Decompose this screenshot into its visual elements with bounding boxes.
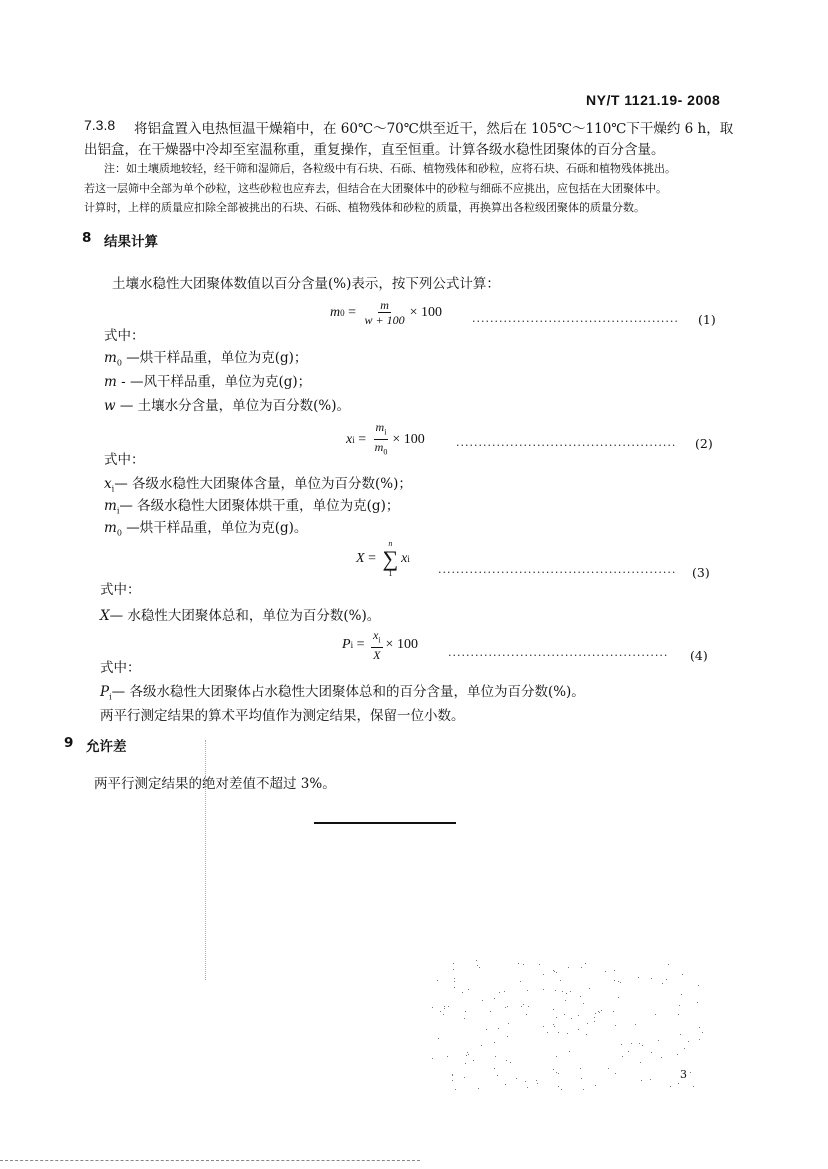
scan-speck (494, 1068, 495, 1069)
scan-speck (601, 1010, 602, 1011)
eq1-lhs: m (330, 304, 341, 320)
scan-speck (543, 989, 544, 990)
page-number: 3 (680, 1068, 687, 1081)
scan-speck (473, 1060, 474, 1061)
scan-speck (668, 964, 669, 965)
scan-speck (585, 963, 586, 964)
scan-speck (562, 991, 563, 992)
scan-speck (454, 987, 455, 988)
scan-speck (662, 983, 663, 984)
scan-speck (564, 1014, 565, 1015)
eq4-equals: = (353, 637, 368, 653)
scan-speck (498, 1028, 499, 1029)
scan-speck (678, 1014, 679, 1015)
scan-speck (490, 1011, 491, 1012)
scan-speck (666, 979, 667, 980)
scan-speck (523, 1004, 524, 1005)
scan-speck (556, 1017, 557, 1018)
scan-speck (525, 1081, 526, 1082)
scan-speck (518, 963, 519, 964)
scan-speck (594, 1021, 595, 1022)
scan-speck (553, 1009, 554, 1010)
scan-speck (462, 992, 463, 993)
scan-speck (560, 980, 561, 981)
scan-speck (504, 991, 505, 992)
clause-number: 7.3.8 (84, 117, 116, 133)
clause-text-line2: 出铝盒，在干燥器中冷却至室温称重，重复操作，直至恒重。计算各级水稳性团聚体的百分含量。 (84, 142, 665, 158)
scan-speck (556, 1056, 557, 1057)
eq1-number: (1) (698, 312, 716, 327)
def-symbol-sub: 0 (116, 358, 122, 368)
definition-Pi (100, 680, 585, 702)
scan-speck (580, 1068, 581, 1069)
eq4-number: (4) (690, 648, 708, 663)
scan-speck (618, 997, 619, 998)
scan-speck (539, 964, 540, 965)
scan-speck (598, 1011, 599, 1012)
equation-3 (356, 540, 410, 578)
scan-speck (527, 990, 528, 991)
scan-speck (690, 1072, 691, 1073)
scan-speck (507, 1036, 508, 1037)
scan-artifact-bottom-line (0, 1160, 420, 1161)
scan-speck (543, 1026, 544, 1027)
eq4-num-sym: x (372, 628, 379, 642)
scan-speck (452, 1075, 453, 1076)
scan-speck (464, 1077, 465, 1078)
scan-speck (642, 1045, 643, 1046)
def-symbol: m (104, 498, 117, 514)
scan-speck (565, 1000, 566, 1001)
def-text: —烘干样品重，单位为克(g)； (121, 350, 308, 366)
eq4-leader: ................................................. (448, 646, 669, 659)
eq2-numerator (374, 420, 389, 440)
scan-speck (681, 994, 682, 995)
scan-speck (468, 989, 469, 990)
scan-speck (581, 1078, 582, 1079)
end-rule (314, 822, 456, 824)
equation-2 (346, 420, 425, 460)
eq3-leader: ..................................................... (438, 563, 677, 576)
scan-speck (556, 972, 557, 973)
eq1-lhs-sub: 0 (340, 307, 345, 318)
sum-upper-limit: n (388, 539, 393, 548)
eq2-num-sub: i (384, 427, 387, 437)
scan-speck (468, 1054, 469, 1055)
eq4-tail: × 100 (385, 637, 418, 653)
scan-speck (486, 1029, 487, 1030)
def-symbol: w (104, 398, 116, 414)
scan-speck (699, 1039, 700, 1040)
section-9-text: 两平行测定结果的绝对差值不超过 3%。 (94, 776, 336, 792)
scan-speck (516, 1078, 517, 1079)
eq4-num-sub: i (378, 635, 381, 645)
scan-speck (520, 981, 521, 982)
def-symbol: m (104, 520, 117, 536)
scan-speck (614, 970, 615, 971)
scan-speck (440, 1011, 441, 1012)
scan-speck (553, 1024, 554, 1025)
scan-speck (679, 1005, 680, 1006)
scan-speck (698, 985, 699, 986)
eq4-lhs: P (342, 637, 351, 653)
scan-speck (699, 1027, 700, 1028)
scan-speck (608, 1068, 609, 1069)
scan-speck (495, 1056, 496, 1057)
scan-speck (448, 1006, 449, 1007)
scan-speck (558, 1086, 559, 1087)
scan-speck (651, 1052, 652, 1053)
eq4-fraction (371, 628, 383, 662)
scan-speck (583, 1003, 584, 1004)
scan-speck (621, 1044, 622, 1045)
scan-speck (571, 1018, 572, 1019)
scan-speck (697, 1002, 698, 1003)
scan-speck (567, 1033, 568, 1034)
scan-speck (578, 1029, 579, 1030)
definition-m0-2 (104, 516, 307, 538)
scan-speck (478, 1088, 479, 1089)
scan-speck (465, 1011, 466, 1012)
scan-speck (680, 1034, 681, 1035)
scan-speck (614, 980, 615, 981)
scan-speck (594, 1017, 595, 1018)
eq1-denominator: w + 100 (364, 313, 405, 327)
scan-speck (479, 967, 480, 968)
scan-speck (635, 1024, 636, 1025)
scan-speck (505, 1084, 506, 1085)
scan-speck (568, 967, 569, 968)
scan-speck (566, 993, 567, 994)
scan-speck (580, 996, 581, 997)
scan-speck (453, 969, 454, 970)
scan-speck (556, 1072, 557, 1073)
scan-speck (661, 1057, 662, 1058)
scan-speck (651, 978, 652, 979)
eq2-den-sym: m (374, 440, 384, 455)
scan-speck (452, 1080, 453, 1081)
where-label-4: 式中： (100, 660, 141, 676)
eq3-number: (3) (692, 565, 710, 580)
section-8-number: 8 (82, 230, 92, 246)
def-symbol-sub: 0 (116, 528, 122, 538)
scan-speck (505, 1007, 506, 1008)
scan-speck (454, 978, 455, 979)
scan-speck (583, 1089, 584, 1090)
scan-speck (620, 982, 621, 983)
def-symbol-sub: i (109, 692, 112, 702)
scan-speck (558, 1073, 559, 1074)
eq1-numerator: m (380, 298, 389, 312)
scan-speck (507, 1006, 508, 1007)
def-text: — 各级水稳性大团聚体占水稳性大团聚体总和的百分含量，单位为百分数(%)。 (111, 684, 585, 700)
scan-speck (537, 1083, 538, 1084)
scan-speck (543, 974, 544, 975)
scan-speck (547, 1032, 548, 1033)
scan-speck (595, 1085, 596, 1086)
scan-speck (622, 1056, 623, 1057)
scan-speck (432, 1007, 433, 1008)
scan-speck (477, 965, 478, 966)
scan-speck (499, 992, 500, 993)
eq1-leader: .............................................. (472, 312, 679, 325)
scan-speck (561, 1089, 562, 1090)
scan-speck (555, 990, 556, 991)
where-label-3: 式中： (100, 582, 141, 598)
eq1-tail: × 100 (409, 304, 443, 320)
scan-speck (639, 1043, 640, 1044)
clause-text-line1: 将铝盒置入电热恒温干燥箱中，在 60℃～70℃烘至近干，然后在 105℃～110℃下干燥约 6 h，取 (134, 121, 734, 137)
eq2-equals: = (354, 431, 370, 447)
scan-speck (465, 1063, 466, 1064)
def-symbol: m (104, 350, 117, 366)
eq2-fraction (373, 420, 390, 460)
eq2-tail: × 100 (392, 431, 425, 447)
scan-speck (447, 1056, 448, 1057)
scan-speck (569, 1051, 570, 1052)
scan-speck (589, 988, 590, 989)
scan-speck (615, 1025, 616, 1026)
scan-speck (678, 1083, 679, 1084)
scan-speck (650, 1079, 651, 1080)
scan-speck (482, 1000, 483, 1001)
scan-speck (528, 1006, 529, 1007)
def-text: - —风干样品重，单位为克(g)； (116, 374, 312, 390)
scan-speck (702, 1032, 703, 1033)
scan-speck (437, 980, 438, 981)
scan-artifact-vertical (205, 740, 206, 980)
scan-speck (467, 1052, 468, 1053)
def-symbol: X (100, 608, 110, 624)
eq2-num-sym: m (375, 420, 385, 434)
eq4-lhs-sub: i (350, 640, 354, 651)
scan-speck (640, 1062, 641, 1063)
def-text: —烘干样品重，单位为克(g)。 (121, 520, 308, 536)
eq3-lhs: X (356, 551, 365, 566)
scan-speck (586, 1034, 587, 1035)
def-symbol: x (104, 476, 112, 492)
def-text: — 各级水稳性大团聚体烘干重，单位为克(g)； (119, 498, 400, 514)
def-text: — 土壤水分含量，单位为百分数(%)。 (115, 398, 351, 414)
eq4-denominator: X (373, 648, 381, 663)
scan-speck (655, 1014, 656, 1015)
scan-speck (432, 1058, 433, 1059)
definition-m (104, 370, 311, 390)
scan-speck (444, 1008, 445, 1009)
section-8-intro: 土壤水稳性大团聚体数值以百分含量(%)表示，按下列公式计算： (112, 276, 500, 292)
eq3-term: x (401, 551, 408, 566)
def-text: — 各级水稳性大团聚体含量，单位为百分数(%)； (114, 476, 412, 492)
def-text: — 水稳性大团聚体总和，单位为百分数(%)。 (109, 608, 381, 624)
scan-speck (599, 1012, 600, 1013)
scan-speck (670, 1086, 671, 1087)
summation-symbol (382, 540, 398, 578)
definition-m0 (104, 346, 307, 368)
def-symbol: m (104, 374, 117, 390)
scan-speck (688, 1041, 689, 1042)
scan-speck (521, 1006, 522, 1007)
scan-speck (466, 1055, 467, 1056)
scan-speck (506, 1060, 507, 1061)
scan-speck (476, 960, 477, 961)
scan-speck (523, 964, 524, 965)
scan-speck (494, 1042, 495, 1043)
scan-speck (587, 1023, 588, 1024)
scan-speck (682, 974, 683, 975)
scan-speck (453, 963, 454, 964)
scan-speck (536, 1080, 537, 1081)
note-line3: 计算时，上样的质量应扣除全部被挑出的石块、石砾、植物残体和砂粒的质量，再换算出各粒级团聚体的质量分数。 (84, 201, 645, 214)
scan-speck (454, 981, 455, 982)
scan-speck (464, 1018, 465, 1019)
eq4-numerator (371, 628, 383, 648)
scan-speck (481, 1045, 482, 1046)
definition-mi (104, 494, 399, 516)
scan-speck (526, 1014, 527, 1015)
def-symbol-sub: i (111, 484, 115, 494)
scan-speck (581, 967, 582, 968)
eq3-term-sub: i (407, 554, 410, 564)
scan-speck (641, 1080, 642, 1081)
eq2-lhs-sub: i (352, 434, 355, 445)
scan-speck (443, 1014, 444, 1015)
sum-lower-limit: 1 (388, 569, 393, 578)
scan-speck (497, 1075, 498, 1076)
eq3-equals: = (364, 551, 380, 566)
scan-speck (578, 1015, 579, 1016)
where-label-1: 式中： (104, 328, 145, 344)
scan-speck (631, 1043, 632, 1044)
scan-speck (554, 1026, 555, 1027)
scan-speck (570, 991, 571, 992)
scan-speck (595, 1013, 596, 1014)
note-line2: 若这一层筛中全部为单个砂粒，这些砂粒也应弃去，但结合在大团聚体中的砂粒与细砾不应挑出，应包括在大团聚体中。 (84, 182, 667, 195)
eq1-equals: = (344, 304, 360, 320)
scan-speck (510, 1062, 511, 1063)
scan-speck (613, 1011, 614, 1012)
section-9-number: 9 (64, 735, 74, 751)
scan-speck (628, 1051, 629, 1052)
scan-speck (455, 1089, 456, 1090)
scan-speck (553, 1069, 554, 1070)
def-symbol-sub: i (116, 506, 120, 516)
equation-4 (342, 628, 418, 662)
scan-speck (677, 1054, 678, 1055)
eq2-leader: ................................................. (456, 436, 677, 449)
scan-speck (658, 1040, 659, 1041)
section-8-title: 结果计算 (104, 234, 158, 250)
note-line1: 注：如土壤质地较轻，经干筛和湿筛后，各粒级中有石块、石砾、植物残体和砂粒，应将石块、石砾和植物残体挑出。 (104, 162, 676, 175)
eq2-lhs: x (346, 431, 353, 447)
definition-xi (104, 472, 412, 494)
scan-speck (684, 1048, 685, 1049)
equation-1 (330, 298, 442, 327)
scan-speck (444, 1006, 445, 1007)
definition-w (104, 394, 350, 414)
sigma-glyph: ∑ (382, 546, 399, 571)
eq2-denominator (373, 440, 390, 459)
scan-speck (508, 1023, 509, 1024)
eq2-den-sub: 0 (383, 447, 388, 457)
scan-speck (638, 977, 639, 978)
eq2-number: (2) (695, 436, 713, 451)
section-9-title: 允许差 (86, 739, 127, 755)
scan-speck (605, 971, 606, 972)
def-symbol: P (100, 684, 110, 700)
scan-speck (527, 1087, 528, 1088)
scan-speck (693, 1086, 694, 1087)
eq1-fraction (363, 298, 407, 327)
section-8-closing: 两平行测定结果的算术平均值作为测定结果，保留一位小数。 (100, 708, 465, 724)
scan-speck (494, 998, 495, 999)
scan-speck (438, 1038, 439, 1039)
scan-speck (554, 971, 555, 972)
where-label-2: 式中： (104, 452, 145, 468)
standard-code: NY/T 1121.19- 2008 (586, 92, 721, 108)
definition-X (100, 604, 380, 624)
scan-speck (615, 1073, 616, 1074)
scan-speck (558, 1032, 559, 1033)
